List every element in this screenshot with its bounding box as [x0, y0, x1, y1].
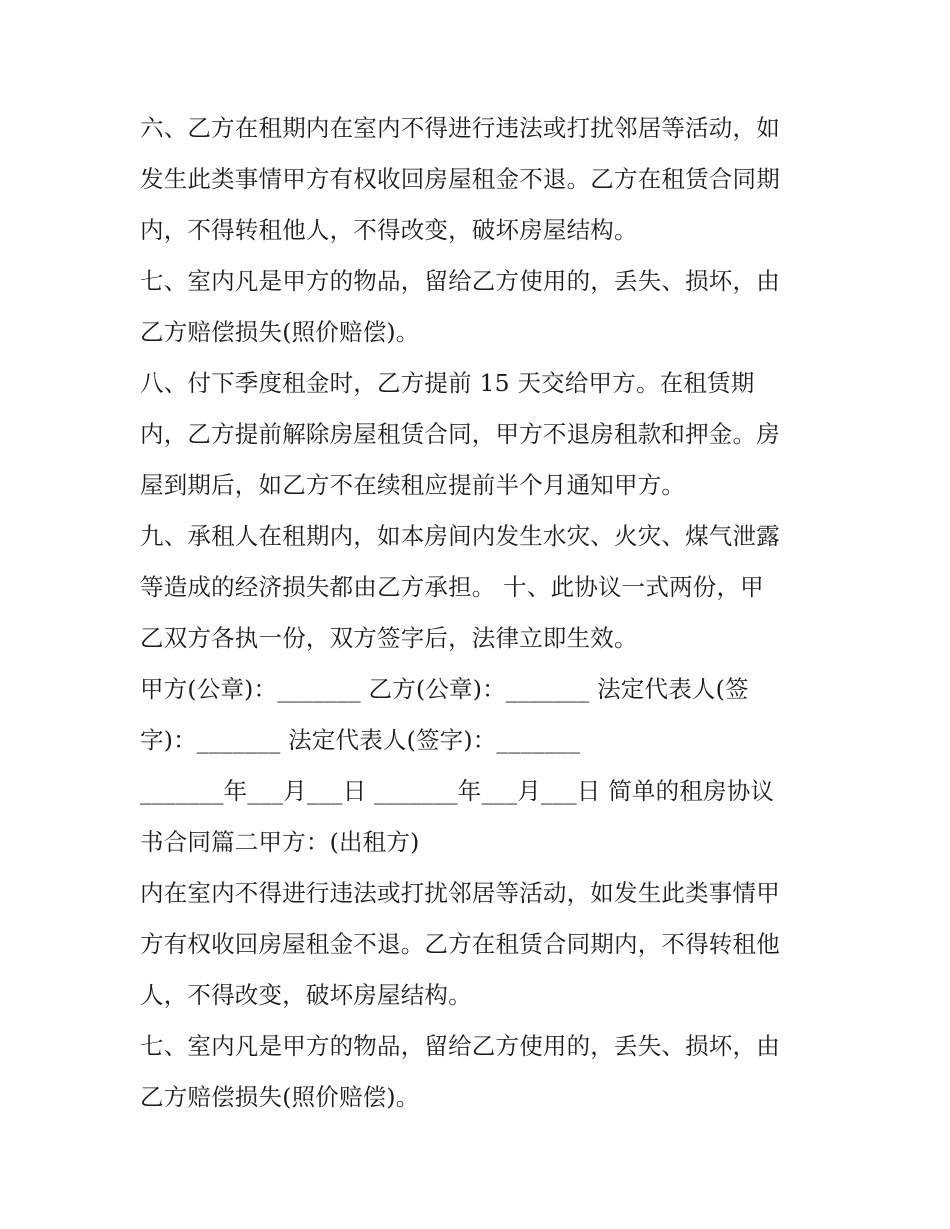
document-body [140, 103, 820, 1123]
text-line: 屋到期后，如乙方不在续租应提前半个月通知甲方。 [140, 471, 686, 499]
signature-line: 字)：_______ 法定代表人(签字)：_______ [140, 726, 581, 754]
text-line: 发生此类事情甲方有权收回房屋租金不退。乙方在租赁合同期 [140, 165, 780, 193]
text-line: 人，不得改变，破坏房屋结构。 [140, 981, 472, 1009]
text-line: 乙方赔偿损失(照价赔偿)。 [140, 318, 420, 346]
text-line: 七、室内凡是甲方的物品，留给乙方使用的，丢失、损坏，由 [140, 267, 780, 295]
text-line: 乙双方各执一份，双方签字后，法律立即生效。 [140, 624, 638, 652]
date-line: _______年___月___日 _______年___月___日 简单的租房协议 [140, 777, 775, 805]
signature-line: 甲方(公章)：_______ 乙方(公章)：_______ 法定代表人(签 [140, 675, 749, 703]
text-line: 等造成的经济损失都由乙方承担。 十、此协议一式两份，甲 [140, 573, 764, 601]
text-line: 六、乙方在租期内在室内不得进行违法或打扰邻居等活动，如 [140, 114, 780, 142]
text-line: 方有权收回房屋租金不退。乙方在租赁合同期内，不得转租他 [140, 930, 780, 958]
text-line: 七、室内凡是甲方的物品，留给乙方使用的，丢失、损坏，由 [140, 1032, 780, 1060]
text-line: 乙方赔偿损失(照价赔偿)。 [140, 1083, 420, 1111]
text-line: 八、付下季度租金时，乙方提前 15 天交给甲方。在租赁期 [140, 369, 755, 397]
text-line: 内，乙方提前解除房屋租赁合同，甲方不退房租款和押金。房 [140, 420, 780, 448]
text-line: 书合同篇二甲方：(出租方) [140, 828, 420, 856]
text-line: 内在室内不得进行违法或打扰邻居等活动，如发生此类事情甲 [140, 879, 780, 907]
text-line: 内，不得转租他人，不得改变，破坏房屋结构。 [140, 216, 638, 244]
text-line: 九、承租人在租期内，如本房间内发生水灾、火灾、煤气泄露 [140, 522, 780, 550]
